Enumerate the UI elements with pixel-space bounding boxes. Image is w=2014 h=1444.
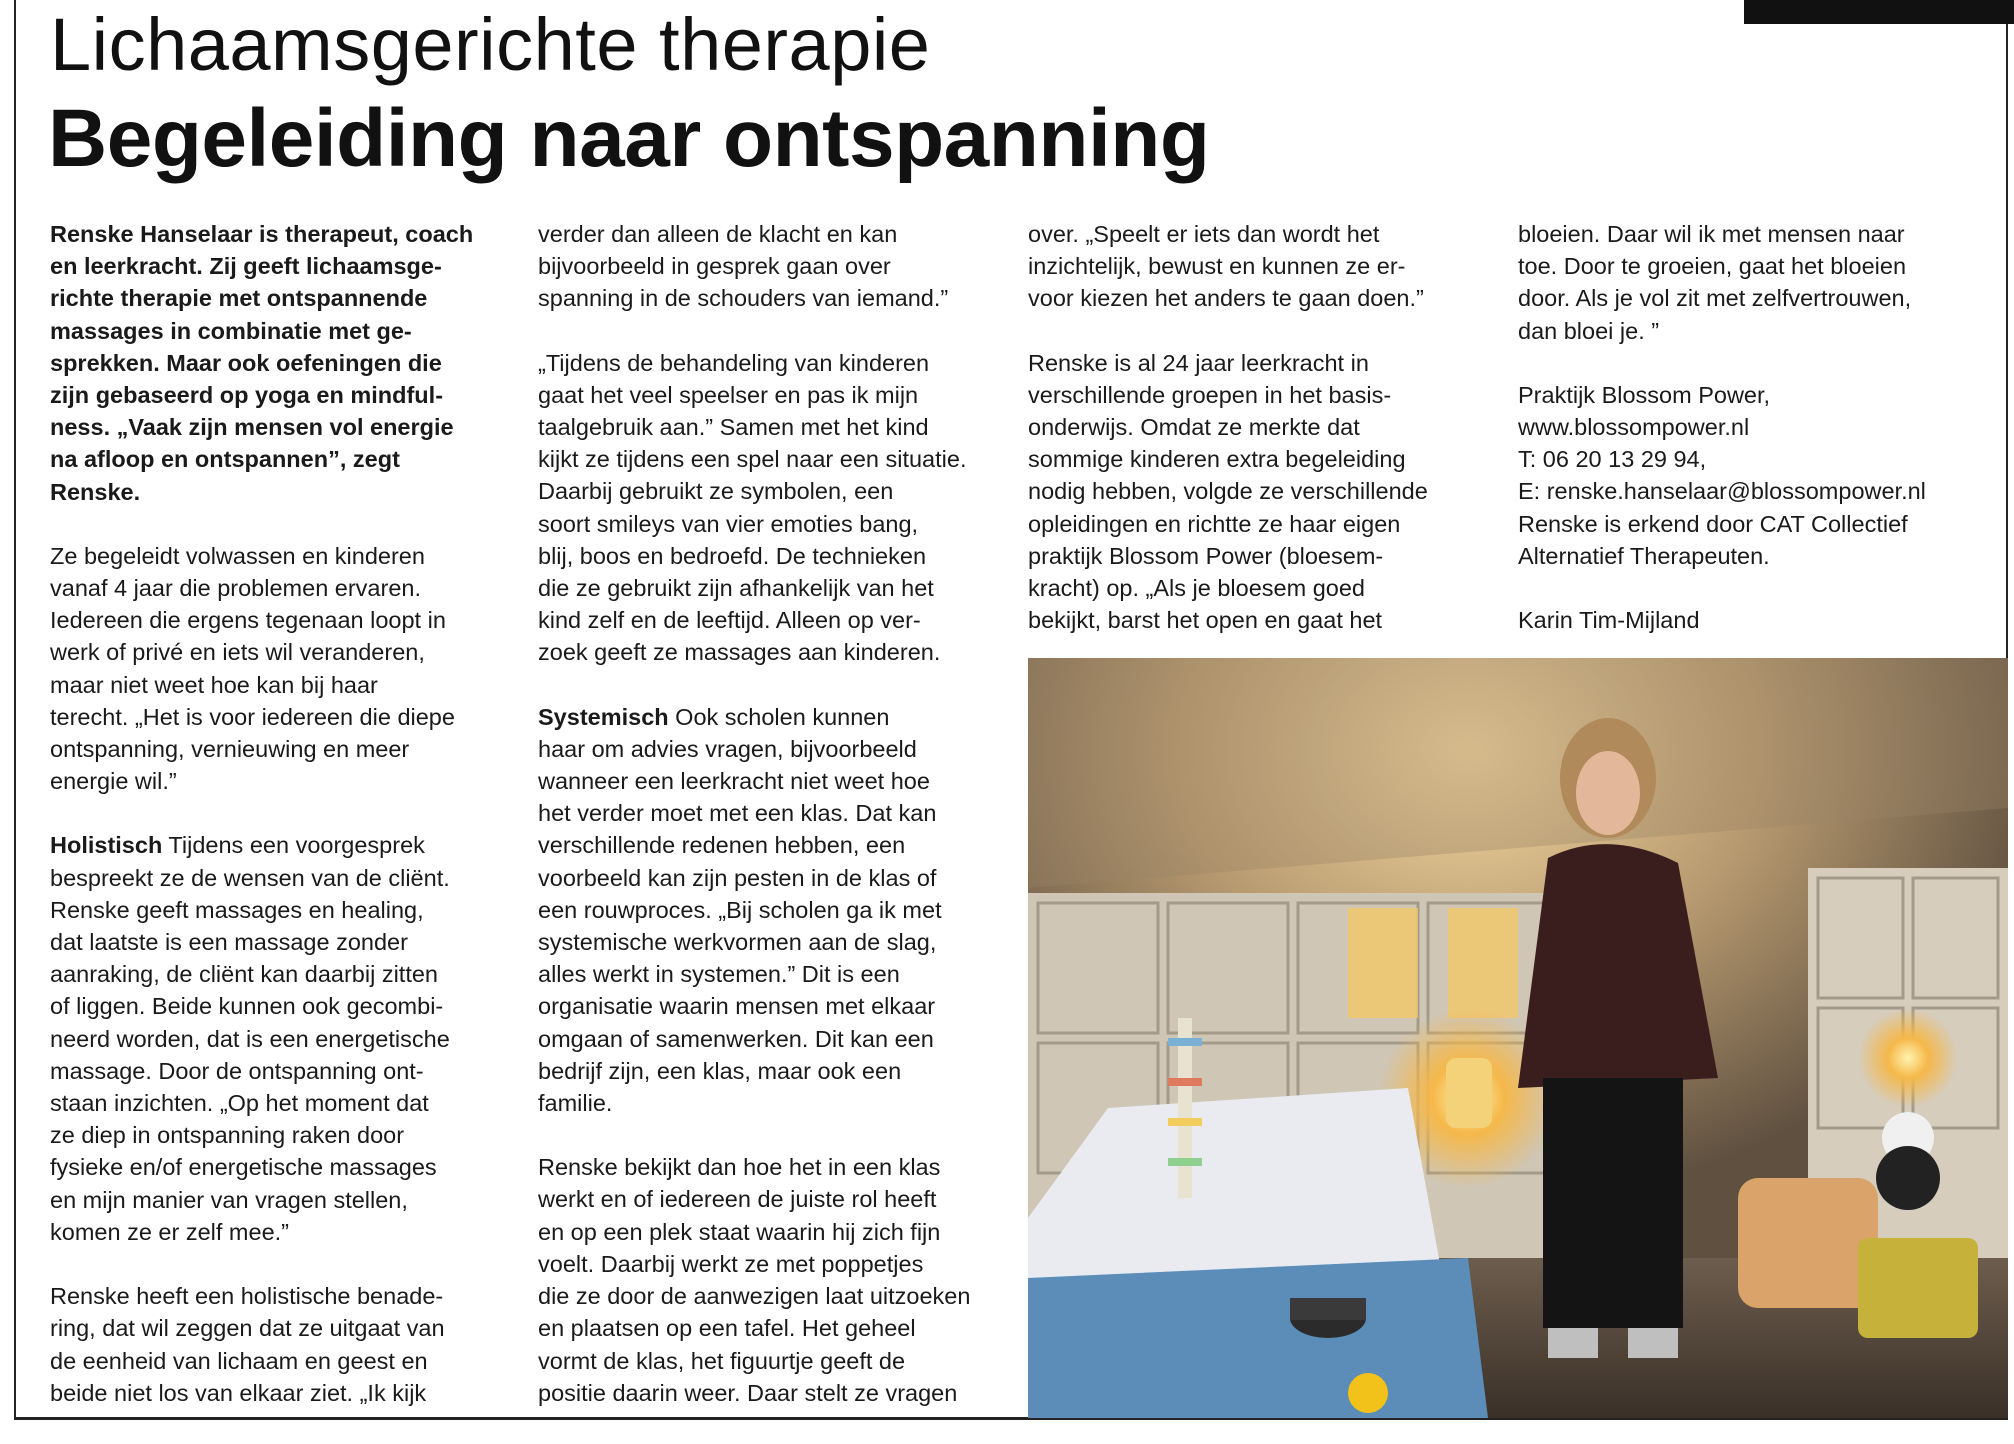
text-run: Tijdens een voorgesprek xyxy=(162,832,425,859)
text-line: omgaan of samenwerken. Dit kan een xyxy=(538,1025,934,1052)
text-line: voorbeeld kan zijn pesten in de klas of xyxy=(538,864,937,891)
text-line: spanning in de schouders van iemand.” xyxy=(538,285,949,312)
text-line: verschillende redenen hebben, een xyxy=(538,832,906,859)
text-line: kind zelf en de leeftijd. Alleen op ver- xyxy=(538,607,921,634)
subheading: Systemisch xyxy=(538,703,669,730)
text-line xyxy=(50,829,505,861)
text-line: het verder moet met een klas. Dat kan xyxy=(538,800,937,827)
text-line: komen ze er zelf mee.” xyxy=(50,1218,290,1245)
text-line: over. „Speelt er iets dan wordt het xyxy=(1028,221,1380,247)
text-line: dat laatste is een massage zonder xyxy=(50,929,408,956)
column-2 xyxy=(538,218,1003,1409)
text-line: maar niet weet hoe kan bij haar xyxy=(50,671,378,698)
text-line: T: 06 20 13 29 94, xyxy=(1518,446,1707,473)
text-line: verschillende groepen in het basis- xyxy=(1028,381,1392,408)
text-line: www.blossompower.nl xyxy=(1518,414,1750,441)
kicker: Lichaamsgerichte therapie xyxy=(50,3,931,86)
text-line: ring, dat wil zeggen dat ze uitgaat van xyxy=(50,1315,445,1342)
text-line: Renske bekijkt dan hoe het in een klas xyxy=(538,1154,941,1181)
text-line: een rouwproces. „Bij scholen ga ik met xyxy=(538,896,942,923)
paragraph xyxy=(50,1280,505,1409)
text-line: door. Als je vol zit met zelfvertrouwen, xyxy=(1518,285,1912,312)
text-line: alles werkt in systemen.” Dit is een xyxy=(538,961,900,988)
text-line: nodig hebben, volgde ze verschillende xyxy=(1028,478,1428,505)
text-line: opleidingen en richtte ze haar eigen xyxy=(1028,510,1401,537)
article-photo xyxy=(1028,658,2008,1418)
text-line: sommige kinderen extra begeleiding xyxy=(1028,446,1406,473)
text-line: toe. Door te groeien, gaat het bloeien xyxy=(1518,253,1907,280)
text-line: richte therapie met ontspannende xyxy=(50,285,428,312)
author-byline xyxy=(1518,604,1988,636)
text-line: energie wil.” xyxy=(50,768,177,795)
paragraph xyxy=(538,218,1003,315)
text-line: bespreekt ze de wensen van de cliënt. xyxy=(50,864,450,891)
text-line: praktijk Blossom Power (bloesem- xyxy=(1028,542,1384,569)
text-line: organisatie waarin mensen met elkaar xyxy=(538,993,936,1020)
text-line: beide niet los van elkaar ziet. „Ik kijk xyxy=(50,1379,427,1406)
text-line: E: renske.hanselaar@blossompower.nl xyxy=(1518,478,1926,505)
text-line: taalgebruik aan.” Samen met het kind xyxy=(538,414,929,441)
text-line: ontspanning, vernieuwing en meer xyxy=(50,736,410,763)
column-4 xyxy=(1518,218,1988,636)
text-line: positie daarin weer. Daar stelt ze vragen xyxy=(538,1379,958,1406)
column-3 xyxy=(1028,218,1483,636)
text-line: systemische werkvormen aan de slag, xyxy=(538,929,937,956)
column-1 xyxy=(50,218,505,1409)
text-line: inzichtelijk, bewust en kunnen ze er- xyxy=(1028,253,1406,280)
text-line: zoek geeft ze massages aan kinderen. xyxy=(538,639,941,666)
text-line: die ze gebruikt zijn afhankelijk van het xyxy=(538,575,934,602)
photo-illustration xyxy=(1028,658,2008,1418)
text-line: die ze door de aanwezigen laat uitzoeken xyxy=(538,1283,971,1310)
text-line: werkt en of iedereen de juiste rol heeft xyxy=(538,1186,937,1213)
text-line: bijvoorbeeld in gesprek gaan over xyxy=(538,253,891,280)
text-line: Daarbij gebruikt ze symbolen, een xyxy=(538,478,894,505)
text-line: staan inzichten. „Op het moment dat xyxy=(50,1090,429,1117)
text-line: bekijkt, barst het open en gaat het xyxy=(1028,607,1383,634)
text-line: soort smileys van vier emoties bang, xyxy=(538,510,919,537)
text-line: sprekken. Maar ook oefeningen die xyxy=(50,349,442,376)
text-run: Ook scholen kunnen xyxy=(668,703,890,730)
text-line: en op een plek staat waarin hij zich fijn xyxy=(538,1218,941,1245)
paragraph xyxy=(1028,347,1483,637)
text-line: Renske is erkend door CAT Collectief xyxy=(1518,510,1908,537)
text-line: fysieke en/of energetische massages xyxy=(50,1154,437,1181)
text-line: kracht) op. „Als je bloesem goed xyxy=(1028,575,1365,602)
text-line: aanraking, de cliënt kan daarbij zitten xyxy=(50,961,438,988)
text-line: en mijn manier van vragen stellen, xyxy=(50,1186,408,1213)
intro-paragraph xyxy=(50,218,505,508)
subheading: Holistisch xyxy=(50,832,163,859)
text-line: Renske geeft massages en healing, xyxy=(50,896,424,923)
paragraph xyxy=(538,701,1003,1120)
text-line: bedrijf zijn, een klas, maar ook een xyxy=(538,1057,902,1084)
paragraph xyxy=(1518,218,1988,347)
text-line xyxy=(538,701,1003,733)
headline: Begeleiding naar ontspanning xyxy=(48,93,1210,184)
text-line: zijn gebaseerd op yoga en mindful- xyxy=(50,382,444,409)
text-line: blij, boos en bedroefd. De technieken xyxy=(538,542,927,569)
text-line: na afloop en ontspannen”, zegt xyxy=(50,446,400,473)
text-line: Renske. xyxy=(50,478,141,505)
text-line: Alternatief Therapeuten. xyxy=(1518,542,1770,569)
paragraph xyxy=(50,540,505,798)
text-line: wanneer een leerkracht niet weet hoe xyxy=(538,768,930,795)
text-line: Ze begeleidt volwassen en kinderen xyxy=(50,542,425,569)
text-line: Renske Hanselaar is therapeut, coach xyxy=(50,221,474,247)
text-line: Renske heeft een holistische benade- xyxy=(50,1283,444,1310)
text-line: terecht. „Het is voor iedereen die diepe xyxy=(50,703,455,730)
text-line: werk of privé en iets wil veranderen, xyxy=(50,639,425,666)
text-line: vanaf 4 jaar die problemen ervaren. xyxy=(50,575,421,602)
text-line: „Tijdens de behandeling van kinderen xyxy=(538,349,930,376)
text-line: ness. „Vaak zijn mensen vol energie xyxy=(50,414,454,441)
text-line: bloeien. Daar wil ik met mensen naar xyxy=(1518,221,1905,247)
text-line: haar om advies vragen, bijvoorbeeld xyxy=(538,735,917,762)
contact-block xyxy=(1518,379,1988,572)
text-line: onderwijs. Omdat ze merkte dat xyxy=(1028,414,1360,441)
corner-tab xyxy=(1744,0,2014,24)
text-line: vormt de klas, het figuurtje geeft de xyxy=(538,1347,906,1374)
text-line: massage. Door de ontspanning ont- xyxy=(50,1057,424,1084)
paragraph xyxy=(50,829,505,1248)
text-line: voor kiezen het anders te gaan doen.” xyxy=(1028,285,1424,312)
text-line: Renske is al 24 jaar leerkracht in xyxy=(1028,349,1369,376)
paragraph xyxy=(1028,218,1483,315)
text-line: en leerkracht. Zij geeft lichaamsge- xyxy=(50,253,442,280)
paragraph xyxy=(538,1151,1003,1409)
text-line: Praktijk Blossom Power, xyxy=(1518,381,1771,408)
text-line: neerd worden, dat is een energetische xyxy=(50,1025,450,1052)
text-line: ze diep in ontspanning raken door xyxy=(50,1122,405,1149)
text-line: kijkt ze tijdens een spel naar een situatie. xyxy=(538,446,967,473)
author-name: Karin Tim-Mijland xyxy=(1518,607,1700,634)
text-line: of liggen. Beide kunnen ook gecombi- xyxy=(50,993,444,1020)
text-line: de eenheid van lichaam en geest en xyxy=(50,1347,428,1374)
text-line: voelt. Daarbij werkt ze met poppetjes xyxy=(538,1250,924,1277)
text-line: Iedereen die ergens tegenaan loopt in xyxy=(50,607,446,634)
text-line: familie. xyxy=(538,1090,613,1117)
paragraph xyxy=(538,347,1003,669)
text-line: massages in combinatie met ge- xyxy=(50,317,412,344)
text-line: en plaatsen op een tafel. Het geheel xyxy=(538,1315,916,1342)
text-line: gaat het veel speelser en pas ik mijn xyxy=(538,381,919,408)
text-line: verder dan alleen de klacht en kan xyxy=(538,221,898,247)
text-line: dan bloei je. ” xyxy=(1518,317,1660,344)
